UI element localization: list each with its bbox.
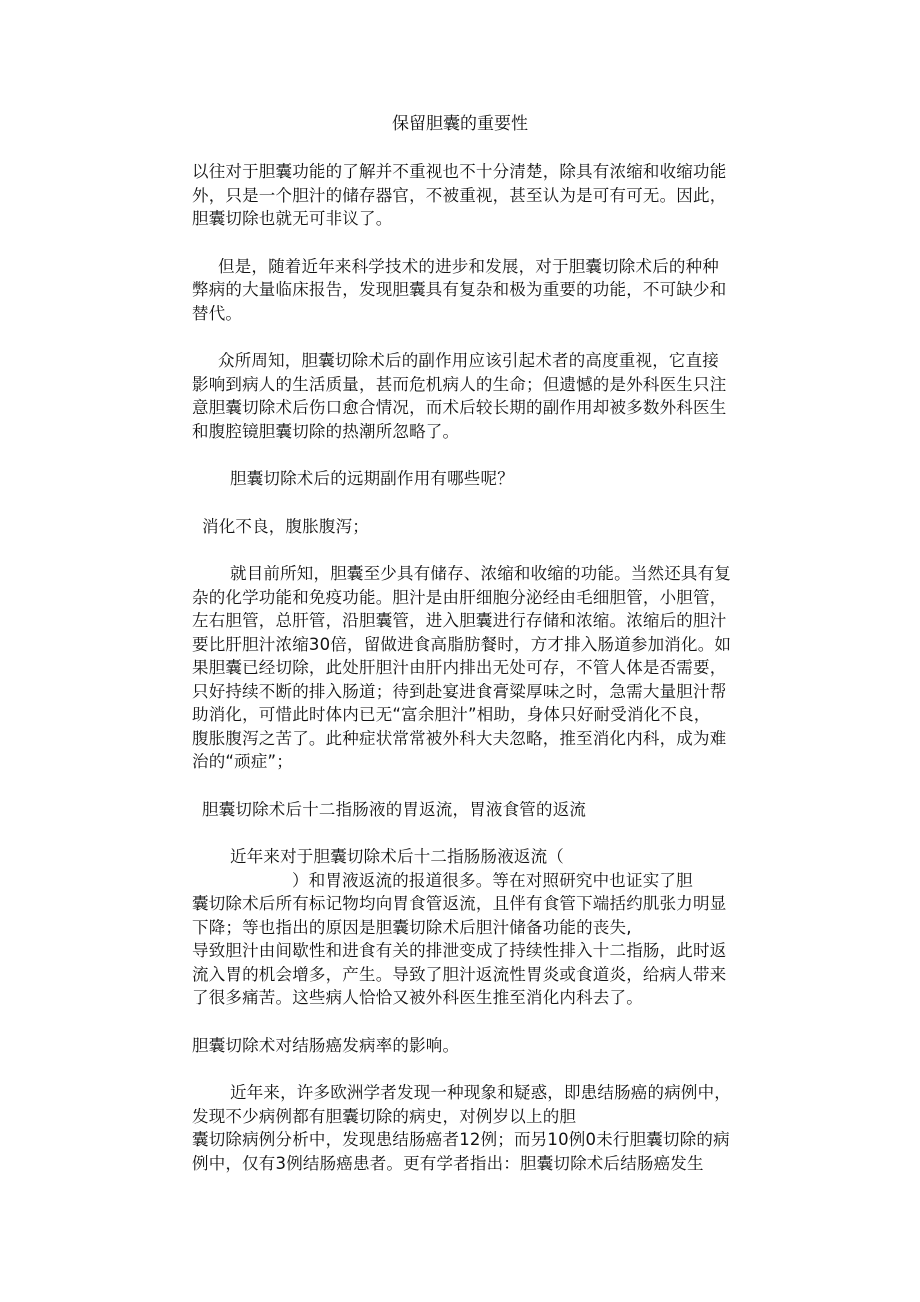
text-line: 众所周知，胆囊切除术后的副作用应该引起术者的高度重视，它直接 <box>218 351 719 370</box>
text-line: 发现不少病例都有胆囊切除的病史，对例岁以上的胆 <box>192 1106 577 1126</box>
paragraph-4 <box>192 467 788 491</box>
text-line: 意胆囊切除术后伤口愈合情况，而术后较长期的副作用却被多数外科医生 <box>192 398 727 417</box>
text-line: 近年来对于胆囊切除术后十二指肠肠液返流（ <box>230 847 564 866</box>
text-line: 腹胀腹泻之苦了。此种症状常常被外科大夫忽略，推至消化内科，成为难 <box>192 728 727 748</box>
paragraph-7 <box>192 798 788 822</box>
text-line: 导致胆汁由间歇性和进食有关的排泄变成了持续性排入十二指肠，此时返 <box>192 941 727 960</box>
document-body <box>192 160 788 1199</box>
text-line: 要比肝胆汁浓缩30倍，留做进食高脂肪餐时，方才排入肠道参加消化。如 <box>192 634 732 654</box>
paragraph-1 <box>192 160 788 231</box>
text-line: 囊切除病例分析中，发现患结肠癌者12例；而另10例0未行胆囊切除的病 <box>192 1130 730 1149</box>
text-line: 下降；等也指出的原因是胆囊切除术后胆汁储备功能的丧失, <box>192 917 632 937</box>
paragraph-10 <box>192 1081 788 1175</box>
text-line: 杂的化学功能和免疫功能。胆汁是由肝细胞分泌经由毛细胆管，小胆管， <box>192 587 727 607</box>
text-line: 治的“顽症”； <box>192 752 293 771</box>
text-line: 例中，仅有3例结肠癌患者。更有学者指出：胆囊切除术后结肠癌发生 <box>192 1153 704 1173</box>
text-line: 近年来，许多欧洲学者发现一种现象和疑惑，即患结肠癌的病例中， <box>230 1083 731 1102</box>
text-line: 助消化，可惜此时体内已无“富余胆汁”相助，身体只好耐受消化不良， <box>192 705 711 724</box>
text-line: 但是，随着近年来科学技术的进步和发展，对于胆囊切除术后的种种 <box>218 256 719 276</box>
paragraph-6 <box>192 562 788 774</box>
text-line: 囊切除术后所有标记物均向胃食管返流，且伴有食管下端括约肌张力明显 <box>192 894 727 913</box>
paragraph-3 <box>192 349 788 443</box>
text-line: 替代。 <box>192 303 243 323</box>
text-line: 胆囊切除也就无可非议了。 <box>192 209 393 228</box>
text-line: 和腹腔镜胆囊切除的热潮所忽略了。 <box>192 421 460 441</box>
paragraph-9 <box>192 1034 788 1058</box>
text-line: 以往对于胆囊功能的了解并不重视也不十分清楚，除具有浓缩和收缩功能 <box>192 162 727 181</box>
text-line: 只好持续不断的排入肠道；待到赴宴进食膏粱厚味之时，急需大量胆汁帮 <box>192 681 727 701</box>
text-line: 了很多痛苦。这些病人恰恰又被外科医生推至消化内科去了。 <box>192 988 643 1007</box>
paragraph-8 <box>192 845 788 1010</box>
section-heading: 胆囊切除术后的远期副作用有哪些呢？ <box>230 469 514 488</box>
text-line: 左右胆管，总肝管，沿胆囊管，进入胆囊进行存储和浓缩。浓缩后的胆汁 <box>192 611 727 630</box>
paragraph-5 <box>192 515 788 539</box>
text-line: ）和胃液返流的报道很多。等在对照研究中也证实了胆 <box>292 870 693 890</box>
paragraph-2 <box>192 255 788 326</box>
section-heading: 消化不良，腹胀腹泻； <box>202 516 369 536</box>
section-heading: 胆囊切除术对结肠癌发病率的影响。 <box>192 1035 460 1055</box>
document-title: 保留胆囊的重要性 <box>392 114 528 134</box>
text-line: 外，只是一个胆汁的储存器官，不被重视，甚至认为是可有可无。因此， <box>192 185 727 205</box>
text-line: 就目前所知，胆囊至少具有储存、浓缩和收缩的功能。当然还具有复 <box>230 564 731 583</box>
text-line: 弊病的大量临床报告，发现胆囊具有复杂和极为重要的功能，不可缺少和 <box>192 280 727 299</box>
text-line: 影响到病人的生活质量，甚而危机病人的生命；但遗憾的是外科医生只注 <box>192 374 727 394</box>
text-line: 果胆囊已经切除，此处肝胆汁由肝内排出无处可存，不管人体是否需要， <box>192 658 727 677</box>
text-line: 流入胃的机会增多，产生。导致了胆汁返流性胃炎或食道炎，给病人带来 <box>192 964 727 984</box>
section-heading: 胆囊切除术后十二指肠液的胃返流，胃液食管的返流 <box>202 799 587 819</box>
